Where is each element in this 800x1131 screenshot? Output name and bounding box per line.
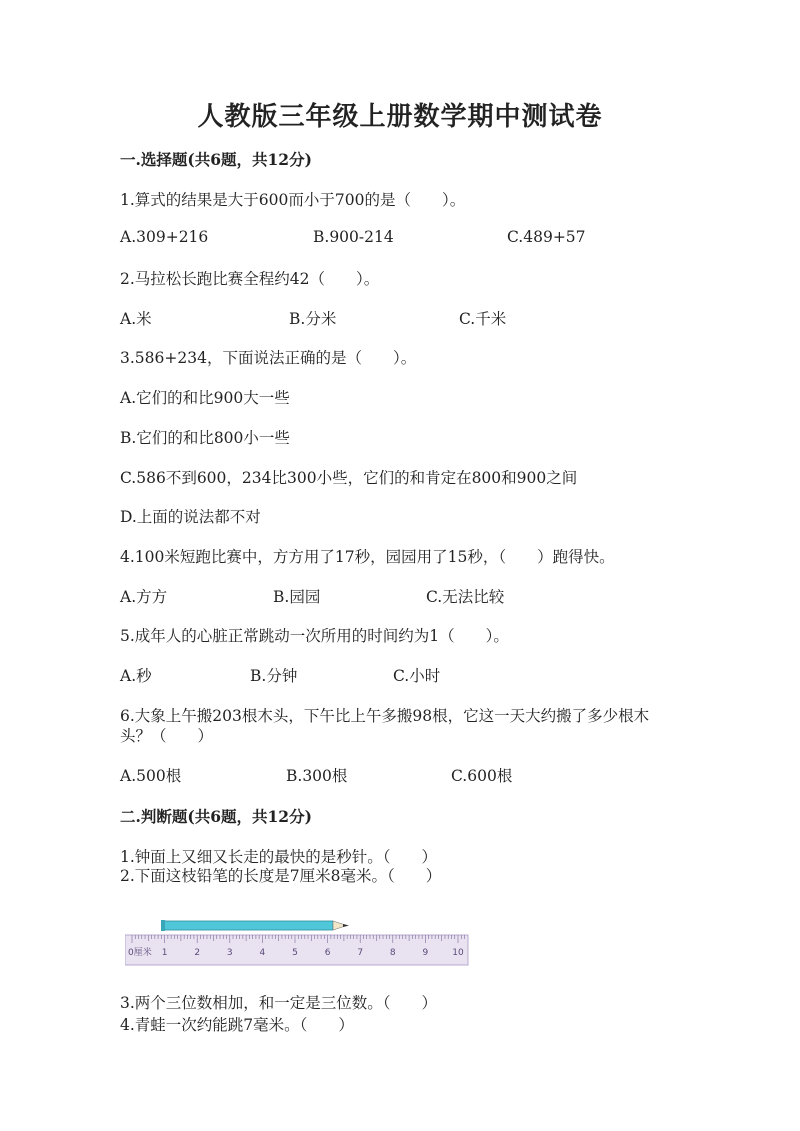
question-4: 4.100米短跑比赛中，方方用了17秒，园园用了15秒，（ ）跑得快。 bbox=[120, 548, 615, 566]
ruler-unit-label: 0厘米 bbox=[128, 948, 152, 958]
ruler-number: 2 bbox=[194, 948, 201, 958]
q6-option-b: B.300根 bbox=[286, 767, 348, 785]
section-heading-choice: 一.选择题(共6题，共12分) bbox=[120, 150, 312, 169]
q3-option-a: A.它们的和比900大一些 bbox=[120, 389, 290, 407]
ruler-number: 3 bbox=[226, 948, 233, 958]
question-5: 5.成年人的心脏正常跳动一次所用的时间约为1（ ）。 bbox=[120, 627, 509, 645]
question-3: 3.586+234，下面说法正确的是（ ）。 bbox=[120, 349, 417, 367]
q4-option-c: C.无法比较 bbox=[426, 588, 505, 606]
judge-question-1: 1.钟面上又细又长走的最快的是秒针。（ ） bbox=[120, 848, 438, 866]
q1-option-a: A.309+216 bbox=[120, 228, 209, 246]
pencil-image bbox=[161, 920, 349, 931]
q3-option-c: C.586不到600，234比300小些，它们的和肯定在800和900之间 bbox=[120, 469, 578, 487]
question-2: 2.马拉松长跑比赛全程约42（ ）。 bbox=[120, 270, 380, 288]
q5-option-c: C.小时 bbox=[393, 667, 441, 685]
ruler-number: 5 bbox=[292, 948, 298, 958]
q4-option-a: A.方方 bbox=[120, 588, 168, 606]
section-heading-judge: 二.判断题(共6题，共12分) bbox=[120, 807, 312, 826]
q3-option-d: D.上面的说法都不对 bbox=[120, 508, 261, 526]
q3-option-b: B.它们的和比800小一些 bbox=[120, 429, 290, 447]
judge-question-2: 2.下面这枝铅笔的长度是7厘米8毫米。（ ） bbox=[120, 867, 442, 885]
pencil-ruler-figure bbox=[125, 915, 470, 970]
ruler-number: 6 bbox=[324, 948, 331, 958]
q1-option-b: B.900-214 bbox=[313, 228, 394, 246]
page-title: 人教版三年级上册数学期中测试卷 bbox=[197, 102, 603, 132]
question-6-line2: 头？（ ） bbox=[120, 727, 214, 745]
ruler-number: 8 bbox=[389, 948, 396, 958]
q2-option-a: A.米 bbox=[120, 310, 152, 328]
judge-question-3: 3.两个三位数相加，和一定是三位数。（ ） bbox=[120, 994, 438, 1012]
judge-question-4: 4.青蛙一次约能跳7毫米。（ ） bbox=[120, 1016, 354, 1034]
ruler-svg bbox=[125, 915, 470, 970]
question-1: 1.算式的结果是大于600而小于700的是（ ）。 bbox=[120, 191, 466, 209]
ruler-number: 4 bbox=[259, 948, 266, 958]
ruler-number: 1 bbox=[161, 948, 168, 958]
ruler-number: 9 bbox=[422, 948, 429, 958]
q6-option-a: A.500根 bbox=[120, 767, 182, 785]
ruler-number: 7 bbox=[357, 948, 364, 958]
q4-option-b: B.园园 bbox=[273, 588, 321, 606]
q2-option-b: B.分米 bbox=[289, 310, 337, 328]
q5-option-a: A.秒 bbox=[120, 667, 152, 685]
ruler-number: 10 bbox=[452, 948, 464, 958]
ruler-image bbox=[125, 935, 468, 965]
q6-option-c: C.600根 bbox=[451, 767, 513, 785]
q1-option-c: C.489+57 bbox=[507, 228, 586, 246]
question-6-line1: 6.大象上午搬203根木头，下午比上午多搬98根，它这一天大约搬了多少根木 bbox=[120, 707, 650, 725]
q2-option-c: C.千米 bbox=[459, 310, 507, 328]
q5-option-b: B.分钟 bbox=[250, 667, 298, 685]
